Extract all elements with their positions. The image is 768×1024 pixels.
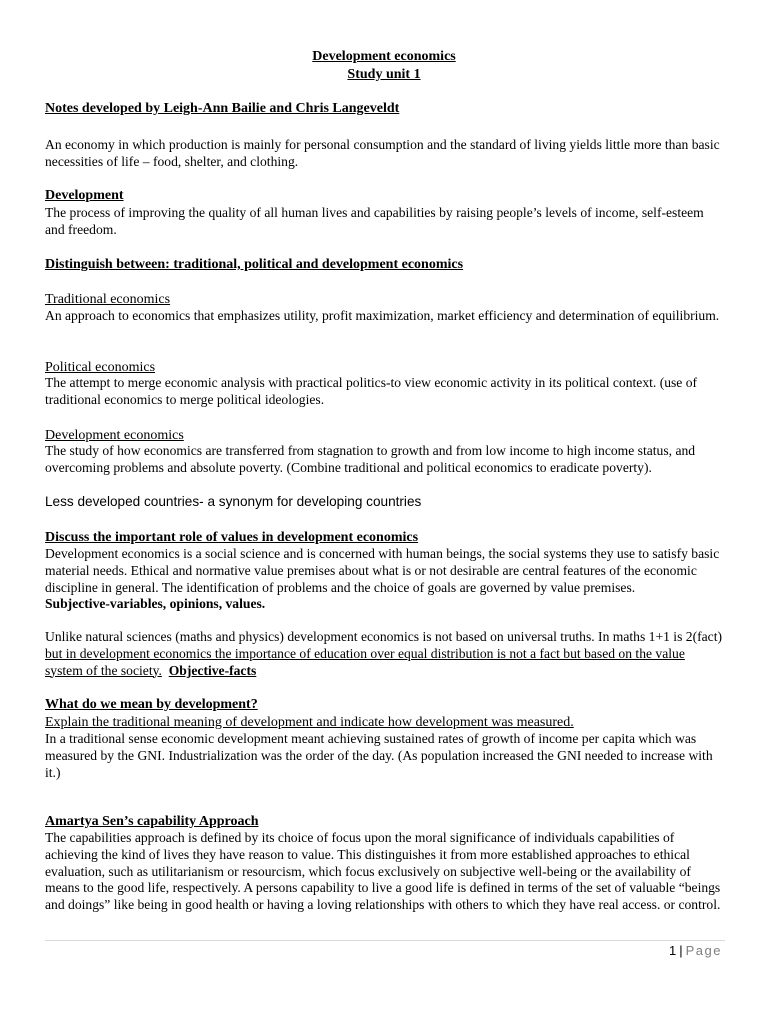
values-subjective: Subjective-variables, opinions, values. (45, 596, 266, 612)
traditional-economics-label: Traditional economics (45, 292, 171, 307)
meaning-heading: What do we mean by development? (45, 697, 258, 712)
page-number: 1 (669, 943, 677, 958)
ldc-statement: Less developed countries- a synonym for developing countries (45, 494, 422, 509)
values-heading: Discuss the important role of values in development economics (45, 530, 419, 545)
development-economics-definition: The study of how economics are transferred from stagnation to growth and from low income to high income status, and overcoming problems and absolute poverty. (Combine traditional and political economics to eradicate poverty). (45, 443, 696, 475)
natural-sciences-text: Unlike natural sciences (maths and physics) development economics is not based on universal truths. In maths 1+1 is 2(fact) (45, 629, 722, 644)
development-economics-label: Development economics (45, 428, 184, 443)
value-system-underlined: but in development economics the importance of education over equal distribution is not a fact but based on the value system of the society. (45, 645, 685, 678)
meaning-paragraph: In a traditional sense economic development meant achieving sustained rates of growth of income per capita which was measured by the GNI. Industrialization was the order of the day. (As population increased the GNI needed to increase with it.) (45, 731, 713, 780)
page-footer (669, 943, 722, 958)
footer-divider (45, 940, 725, 941)
document-title: Development economics (312, 49, 456, 64)
development-heading: Development (45, 188, 124, 203)
intro-paragraph: An economy in which production is mainly for personal consumption and the standard of living yields little more than basic necessities of life – food, shelter, and clothing. (45, 137, 720, 169)
traditional-economics-definition: An approach to economics that emphasizes utility, profit maximization, market efficiency and determination of equilibrium. (45, 308, 720, 323)
political-economics-definition: The attempt to merge economic analysis with practical politics-to view economic activity in its political context. (use of traditional economics to merge political ideologies. (45, 375, 698, 407)
meaning-subheading: Explain the traditional meaning of development and indicate how development was measured. (45, 715, 574, 730)
natural-sciences-paragraph (45, 629, 725, 679)
page-label: Page (685, 943, 722, 958)
political-economics-label: Political economics (45, 360, 156, 375)
values-text: Development economics is a social science and is concerned with human beings, the social systems they use to satisfy basic material needs. Ethical and normative value premises about what is or not desirable are central features of the economic discipline in general. The identification of problems and the choice of goals are governed by value premises. (45, 546, 720, 595)
sen-heading: Amartya Sen’s capability Approach (45, 814, 259, 829)
sen-paragraph: The capabilities approach is defined by its choice of focus upon the moral significance of individuals capabilities of achieving the kind of lives they have reason to value. This distinguishes it from more established approaches to ethical evaluation, such as utilitarianism or resourcism, which focus exclusively on subjective well-being or the availability of means to the good life, respectively. A persons capability to live a good life is defined in terms of the set of valuable “beings and doings” like being in good health or having a loving relationships with others to which they have real access. or control. (45, 830, 721, 913)
values-paragraph (45, 546, 725, 613)
footer-separator: | (679, 943, 683, 958)
authors-line: Notes developed by Leigh-Ann Bailie and Chris Langeveldt (45, 101, 400, 116)
objective-facts: Objective-facts (168, 662, 257, 678)
distinguish-heading: Distinguish between: traditional, political and development economics (45, 257, 464, 272)
development-definition: The process of improving the quality of all human lives and capabilities by raising people’s levels of income, self-esteem and freedom. (45, 205, 704, 237)
document-subtitle: Study unit 1 (347, 67, 421, 82)
